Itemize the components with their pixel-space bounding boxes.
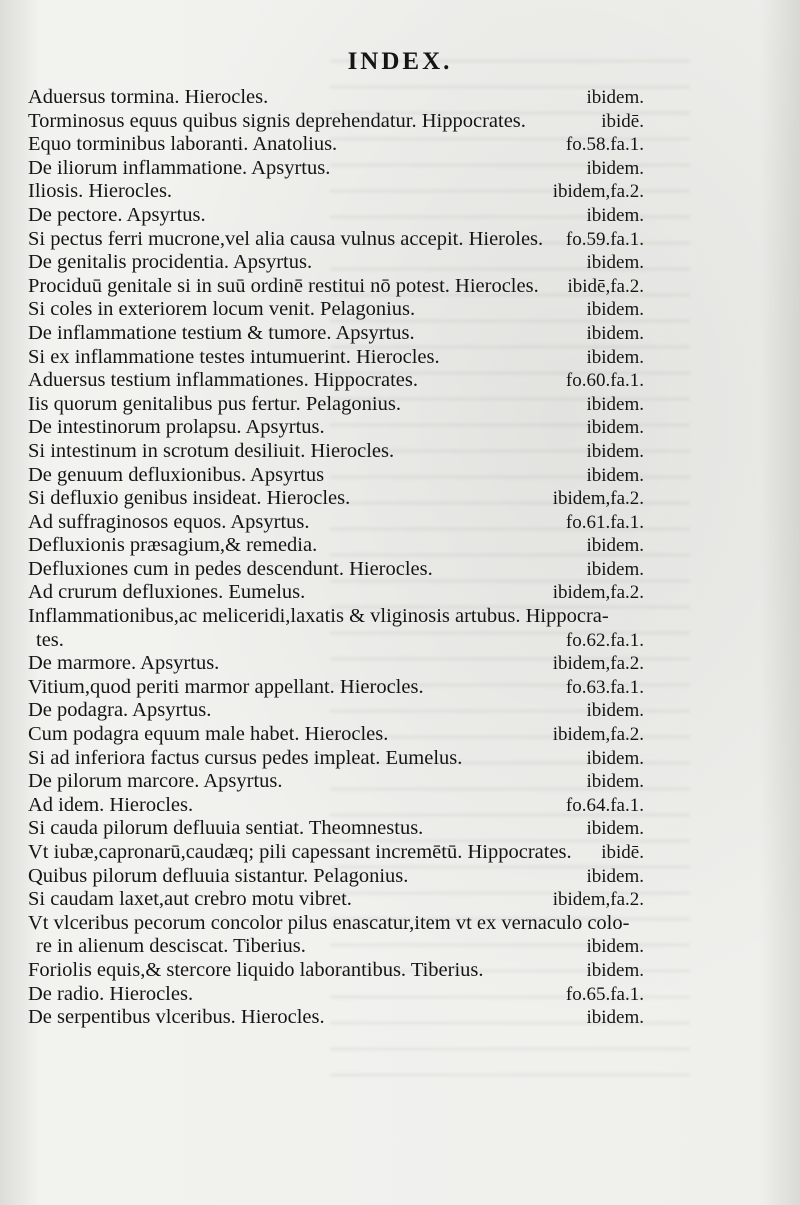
entry-text: Si ad inferiora factus cursus pedes impleat. Eumelus. [28, 746, 463, 769]
index-entry [28, 865, 644, 889]
entry-text: Si intestinum in scrotum desiliuit. Hierocles. [28, 439, 395, 462]
entry-reference: ibidē. [601, 110, 644, 132]
entry-reference: ibidem. [586, 535, 644, 557]
entry-reference: ibidem,fa.2. [552, 181, 644, 203]
index-entry [28, 581, 644, 605]
entry-reference: ibidem,fa.2. [552, 488, 644, 510]
index-entry [28, 228, 644, 252]
index-entry [28, 723, 644, 747]
index-entry [28, 346, 644, 370]
index-entry [28, 204, 644, 228]
index-entry [28, 133, 644, 157]
entry-text: Foriolis equis,& stercore liquido laborantibus. Tiberius. [28, 958, 484, 981]
entry-text: tes. [36, 628, 64, 651]
index-entry [28, 770, 644, 794]
entry-reference: ibidem. [586, 558, 644, 580]
index-entry [28, 794, 644, 818]
entry-text: Si cauda pilorum defluuia sentiat. Theomnestus. [28, 817, 424, 840]
entry-reference: ibidem. [586, 936, 644, 958]
index-entry [28, 747, 644, 771]
entry-reference: ibidem,fa.2. [552, 653, 644, 675]
index-entry [28, 440, 644, 464]
entry-reference: ibidē,fa.2. [567, 275, 644, 297]
entry-reference: ibidem. [586, 87, 644, 108]
entry-text: Si coles in exteriorem locum venit. Pelagonius. [28, 298, 416, 321]
index-entry [28, 369, 644, 393]
entry-text: De radio. Hierocles. [28, 982, 194, 1005]
entry-reference: ibidem. [586, 393, 644, 415]
entry-text: Ad suffraginosos equos. Apsyrtus. [28, 510, 310, 533]
entry-text: De genitalis procidentia. Apsyrtus. [28, 251, 313, 274]
entry-text: Cum podagra equum male habet. Hierocles. [28, 723, 389, 746]
entry-text: Aduersus tormina. Hierocles. [28, 86, 269, 108]
entry-reference: fo.65.fa.1. [565, 983, 644, 1005]
index-entry [28, 86, 644, 110]
index-entry [28, 511, 644, 535]
index-entry [28, 629, 644, 653]
entry-text: Torminosus equus quibus signis deprehendatur. Hippocrates. [28, 109, 526, 132]
index-entry [28, 322, 644, 346]
index-entry [28, 487, 644, 511]
entry-text: De intestinorum prolapsu. Apsyrtus. [28, 416, 325, 439]
entry-text: Vitium,quod periti marmor appellant. Hierocles. [28, 675, 424, 698]
index-entry [28, 416, 644, 440]
entry-text: De serpentibus vlceribus. Hierocles. [28, 1006, 325, 1029]
index-entry [28, 464, 644, 488]
entry-text: De genuum defluxionibus. Apsyrtus [28, 463, 325, 486]
index-entry [28, 841, 644, 865]
entry-reference: fo.61.fa.1. [565, 511, 644, 533]
entry-text: De podagra. Apsyrtus. [28, 699, 212, 722]
entry-text: re in alienum desciscat. Tiberius. [36, 935, 306, 958]
entry-text: Defluxiones cum in pedes descendunt. Hierocles. [28, 557, 433, 580]
entry-text: Si caudam laxet,aut crebro motu vibret. [28, 888, 352, 911]
entry-text: Inflammationibus,ac meliceridi,laxatis & vliginosis artubus. Hippocra- [28, 605, 609, 628]
index-entry [28, 817, 644, 841]
entry-reference: ibidem. [586, 1007, 644, 1029]
entry-text: Ad idem. Hierocles. [28, 793, 194, 816]
entry-reference: ibidem. [586, 346, 644, 368]
entry-text: De marmore. Apsyrtus. [28, 652, 220, 675]
entry-reference: ibidem. [586, 322, 644, 344]
entry-reference: ibidem. [586, 464, 644, 486]
entry-reference: ibidem. [586, 700, 644, 722]
entry-text: Si defluxio genibus insideat. Hierocles. [28, 487, 351, 510]
index-entry [28, 298, 644, 322]
entry-text: De pilorum marcore. Apsyrtus. [28, 770, 283, 793]
entry-text: Iis quorum genitalibus pus fertur. Pelagonius. [28, 392, 401, 415]
index-entry [28, 983, 644, 1007]
entry-reference: ibidem,fa.2. [552, 582, 644, 604]
entry-reference: ibidem. [586, 204, 644, 226]
entry-reference: ibidem. [586, 747, 644, 769]
entry-reference: fo.63.fa.1. [565, 676, 644, 698]
entry-reference: ibidem. [586, 771, 644, 793]
index-entry [28, 912, 644, 936]
index-entry [28, 393, 644, 417]
entry-reference: ibidem. [586, 440, 644, 462]
entry-reference: fo.59.fa.1. [565, 228, 644, 250]
entry-reference: ibidem. [586, 818, 644, 840]
index-entry [28, 888, 644, 912]
index-entry [28, 275, 644, 299]
index-entry [28, 1006, 644, 1030]
entry-text: Si pectus ferri mucrone,vel alia causa vulnus accepit. Hieroles. [28, 227, 544, 250]
page-header: INDEX. [347, 48, 453, 75]
entry-reference: ibidem. [586, 157, 644, 179]
entry-text: Ad crurum defluxiones. Eumelus. [28, 581, 306, 604]
entry-reference: fo.58.fa.1. [565, 134, 644, 156]
entry-reference: ibidem,fa.2. [552, 889, 644, 911]
entry-reference: ibidē. [601, 842, 644, 863]
index-entry [28, 534, 644, 558]
index-entry [28, 676, 644, 700]
entry-text: Aduersus testium inflammationes. Hippocrates. [28, 369, 418, 392]
entry-text: Vt vlceribus pecorum concolor pilus enascatur,item vt ex vernaculo colo- [28, 911, 630, 934]
entry-text: De inflammatione testium & tumore. Apsyrtus. [28, 321, 415, 344]
entry-text: De pectore. Apsyrtus. [28, 203, 206, 226]
entry-text: Defluxionis præsagium,& remedia. [28, 534, 318, 557]
entry-reference: ibidem. [586, 417, 644, 439]
entry-reference: ibidem. [586, 299, 644, 321]
index-entry [28, 110, 644, 134]
index-entry [28, 157, 644, 181]
entry-reference: ibidem. [586, 252, 644, 274]
index-entry [28, 652, 644, 676]
index-entry [28, 959, 644, 983]
entry-text: Equo torminibus laboranti. Anatolius. [28, 133, 338, 156]
entry-reference: ibidem. [586, 959, 644, 981]
index-list [28, 86, 644, 1030]
index-entry [28, 180, 644, 204]
entry-reference: fo.64.fa.1. [565, 794, 644, 816]
index-entry [28, 251, 644, 275]
entry-reference: ibidem,fa.2. [552, 724, 644, 746]
index-entry [28, 935, 644, 959]
entry-text: Prociduū genitale si in suū ordinē restitui nō potest. Hierocles. [28, 274, 539, 297]
index-entry [28, 699, 644, 723]
index-entry [28, 558, 644, 582]
entry-text: Quibus pilorum defluuia sistantur. Pelagonius. [28, 864, 409, 887]
entry-text: Vt iubæ,capronarū,caudæq; pili capessant incremētū. Hippocrates. [28, 841, 572, 863]
entry-reference: ibidem. [586, 865, 644, 887]
index-entry [28, 605, 644, 629]
entry-text: Si ex inflammatione testes intumuerint. Hierocles. [28, 345, 440, 368]
entry-reference: fo.62.fa.1. [565, 629, 644, 651]
entry-reference: fo.60.fa.1. [565, 370, 644, 392]
entry-text: De iliorum inflammatione. Apsyrtus. [28, 156, 331, 179]
entry-text: Iliosis. Hierocles. [28, 180, 173, 203]
